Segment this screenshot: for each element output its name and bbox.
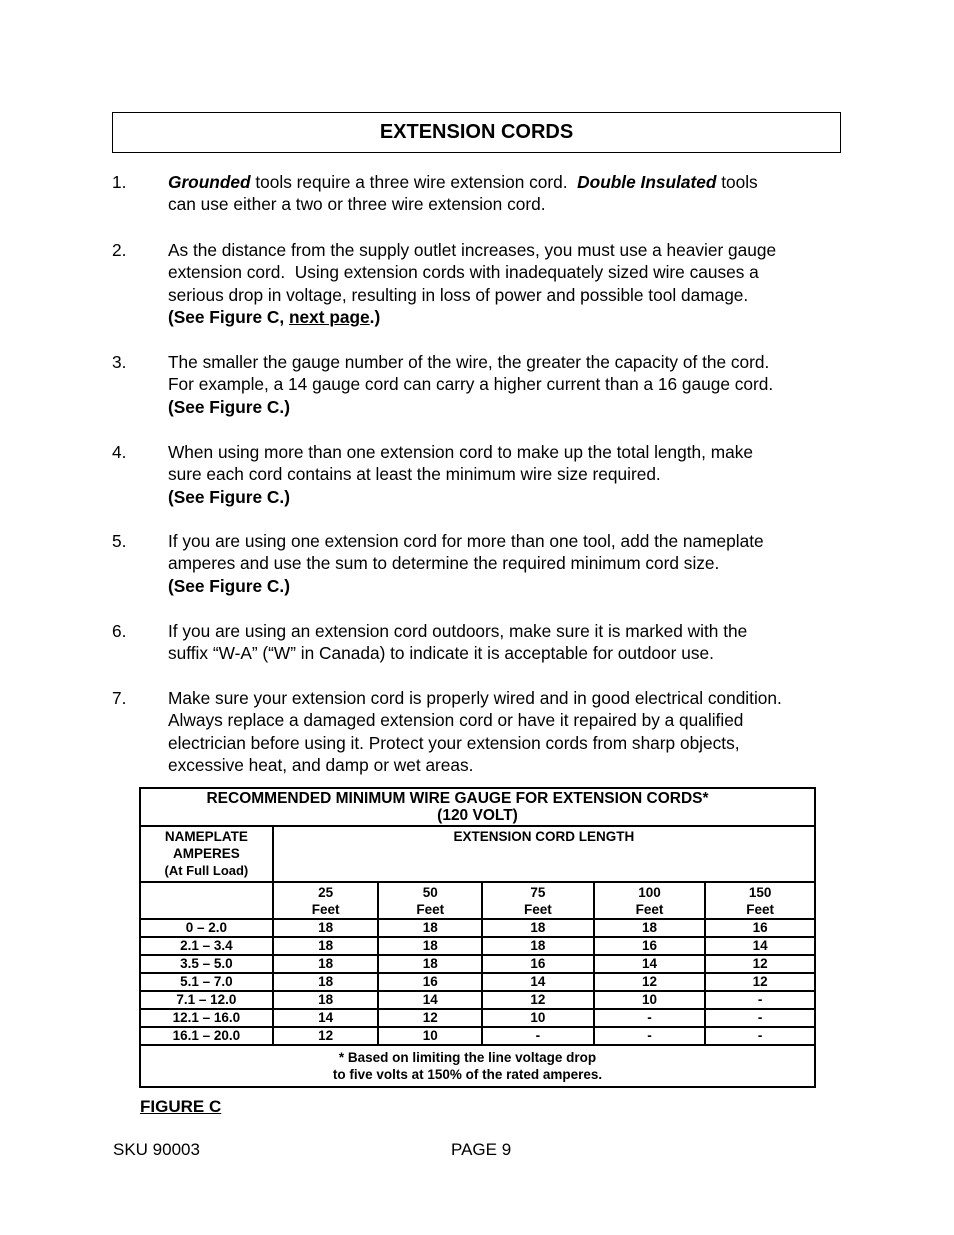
- empty-header-cell: [140, 882, 273, 919]
- table-note-line2: to five volts at 150% of the rated amperes.: [332, 1067, 603, 1082]
- item-number: 7.: [112, 688, 127, 708]
- list-item-1: [112, 171, 842, 216]
- length-value: 150: [748, 884, 772, 900]
- table-title-line1: RECOMMENDED MINIMUM WIRE GAUGE FOR EXTENSION CORDS*: [206, 790, 709, 807]
- gauge-cell: 12: [378, 1009, 482, 1027]
- gauge-cell: -: [705, 1009, 815, 1027]
- gauge-cell: 12: [705, 955, 815, 973]
- section-title: EXTENSION CORDS: [112, 112, 841, 153]
- gauge-cell: 14: [594, 955, 706, 973]
- gauge-cell: 12: [273, 1027, 379, 1045]
- wire-gauge-table: [139, 787, 816, 1088]
- gauge-cell: 14: [482, 973, 594, 991]
- gauge-cell: -: [705, 991, 815, 1009]
- amps-cell: 2.1 – 3.4: [140, 937, 273, 955]
- table-row: [140, 991, 815, 1009]
- gauge-cell: 16: [482, 955, 594, 973]
- list-item-4: [112, 441, 842, 508]
- length-unit: Feet: [746, 901, 775, 917]
- gauge-cell: 18: [273, 955, 379, 973]
- list-item-3: [112, 351, 842, 418]
- length-header-cell: [273, 826, 815, 882]
- gauge-cell: 18: [378, 955, 482, 973]
- gauge-cell: 18: [273, 937, 379, 955]
- length-value: 50: [422, 884, 438, 900]
- gauge-cell: 18: [482, 937, 594, 955]
- gauge-cell: 12: [705, 973, 815, 991]
- item-text: extension cord. Using extension cords with inadequately sized wire causes a: [168, 262, 759, 283]
- item-text: The smaller the gauge number of the wire, the greater the capacity of the cord.: [168, 352, 770, 372]
- length-cell: [482, 882, 594, 919]
- amps-cell: 0 – 2.0: [140, 919, 273, 937]
- amp-header-line: NAMEPLATE: [164, 829, 248, 844]
- gauge-cell: -: [594, 1027, 706, 1045]
- list-item-7: [112, 687, 842, 777]
- length-cell: [378, 882, 482, 919]
- item-text: tools: [716, 172, 758, 192]
- gauge-cell: 14: [378, 991, 482, 1009]
- item-text: suffix “W-A” (“W” in Canada) to indicate it is acceptable for outdoor use.: [168, 643, 714, 664]
- table-title: [140, 788, 815, 826]
- length-value: 75: [530, 884, 546, 900]
- gauge-cell: -: [705, 1027, 815, 1045]
- item-text: For example, a 14 gauge cord can carry a higher current than a 16 gauge cord.: [168, 374, 774, 395]
- gauge-cell: 12: [482, 991, 594, 1009]
- footer-sku: SKU 90003: [113, 1140, 200, 1159]
- length-header: EXTENSION CORD LENGTH: [453, 829, 635, 844]
- table-row: [140, 937, 815, 955]
- gauge-cell: 10: [594, 991, 706, 1009]
- table-note: [140, 1045, 815, 1087]
- gauge-cell: 16: [705, 919, 815, 937]
- item-text: serious drop in voltage, resulting in loss of power and possible tool damage.: [168, 284, 749, 305]
- table-note-line1: * Based on limiting the line voltage drop: [338, 1050, 597, 1065]
- gauge-cell: 18: [273, 991, 379, 1009]
- item-text: If you are using one extension cord for more than one tool, add the nameplate: [168, 531, 764, 551]
- length-cell: [705, 882, 815, 919]
- table-row: [140, 1009, 815, 1027]
- table-row: [140, 973, 815, 991]
- amps-cell: 3.5 – 5.0: [140, 955, 273, 973]
- amp-header-line: (At Full Load): [164, 863, 249, 878]
- gauge-cell: 16: [594, 937, 706, 955]
- emphasis-grounded: Grounded: [168, 172, 251, 192]
- length-unit: Feet: [311, 901, 340, 917]
- list-item-5: [112, 530, 842, 597]
- gauge-cell: 18: [482, 919, 594, 937]
- length-unit: Feet: [416, 901, 445, 917]
- gauge-cell: 10: [482, 1009, 594, 1027]
- item-number: 1.: [112, 172, 127, 192]
- amps-cell: 16.1 – 20.0: [140, 1027, 273, 1045]
- figure-ref-end: .): [369, 307, 381, 328]
- length-value: 100: [638, 884, 661, 900]
- item-text: tools require a three wire extension cord.: [250, 172, 578, 192]
- table-row: [140, 919, 815, 937]
- figure-ref: (See Figure C.): [168, 575, 290, 596]
- item-text: amperes and use the sum to determine the required minimum cord size.: [168, 553, 720, 574]
- item-text: excessive heat, and damp or wet areas.: [168, 755, 474, 776]
- gauge-cell: 14: [273, 1009, 379, 1027]
- figure-label: FIGURE C: [140, 1097, 222, 1116]
- item-text: can use either a two or three wire extension cord.: [168, 194, 546, 215]
- item-text: electrician before using it. Protect your extension cords from sharp objects,: [168, 732, 740, 753]
- item-text: Make sure your extension cord is properly wired and in good electrical condition.: [168, 688, 782, 708]
- footer-page-number: PAGE 9: [451, 1140, 512, 1159]
- figure-ref: (See Figure C.): [168, 396, 290, 417]
- amps-cell: 7.1 – 12.0: [140, 991, 273, 1009]
- length-cell: [273, 882, 379, 919]
- length-value: 25: [318, 884, 334, 900]
- gauge-cell: -: [594, 1009, 706, 1027]
- gauge-cell: 18: [378, 919, 482, 937]
- item-text: sure each cord contains at least the minimum wire size required.: [168, 464, 661, 485]
- gauge-cell: 14: [705, 937, 815, 955]
- item-number: 4.: [112, 442, 127, 462]
- length-cell: [594, 882, 706, 919]
- item-number: 6.: [112, 621, 127, 641]
- table-row: [140, 955, 815, 973]
- gauge-cell: 10: [378, 1027, 482, 1045]
- item-number: 2.: [112, 240, 127, 260]
- figure-ref: (See Figure C.): [168, 486, 290, 507]
- gauge-cell: 18: [273, 919, 379, 937]
- amp-header-cell: [140, 826, 273, 882]
- item-text: Always replace a damaged extension cord or have it repaired by a qualified: [168, 710, 744, 731]
- length-unit: Feet: [524, 901, 552, 917]
- figure-ref: (See Figure C,: [168, 307, 289, 328]
- next-page-link[interactable]: next page: [289, 307, 370, 328]
- length-unit: Feet: [635, 901, 664, 917]
- gauge-cell: 18: [378, 937, 482, 955]
- item-number: 3.: [112, 352, 127, 372]
- list-item-6: [112, 620, 842, 665]
- item-text: When using more than one extension cord to make up the total length, make: [168, 442, 754, 462]
- table-row: [140, 1027, 815, 1045]
- gauge-cell: 18: [594, 919, 706, 937]
- item-text: As the distance from the supply outlet increases, you must use a heavier gauge: [168, 240, 777, 260]
- gauge-cell: 12: [594, 973, 706, 991]
- amps-cell: 5.1 – 7.0: [140, 973, 273, 991]
- gauge-cell: 18: [273, 973, 379, 991]
- gauge-cell: -: [482, 1027, 594, 1045]
- item-number: 5.: [112, 531, 127, 551]
- amps-cell: 12.1 – 16.0: [140, 1009, 273, 1027]
- gauge-cell: 16: [378, 973, 482, 991]
- item-text: If you are using an extension cord outdoors, make sure it is marked with the: [168, 621, 748, 641]
- amp-header-line: AMPERES: [173, 846, 240, 861]
- emphasis-double-insulated: Double Insulated: [577, 172, 717, 192]
- table-title-line2: (120 VOLT): [437, 807, 518, 824]
- list-item-2: [112, 239, 842, 329]
